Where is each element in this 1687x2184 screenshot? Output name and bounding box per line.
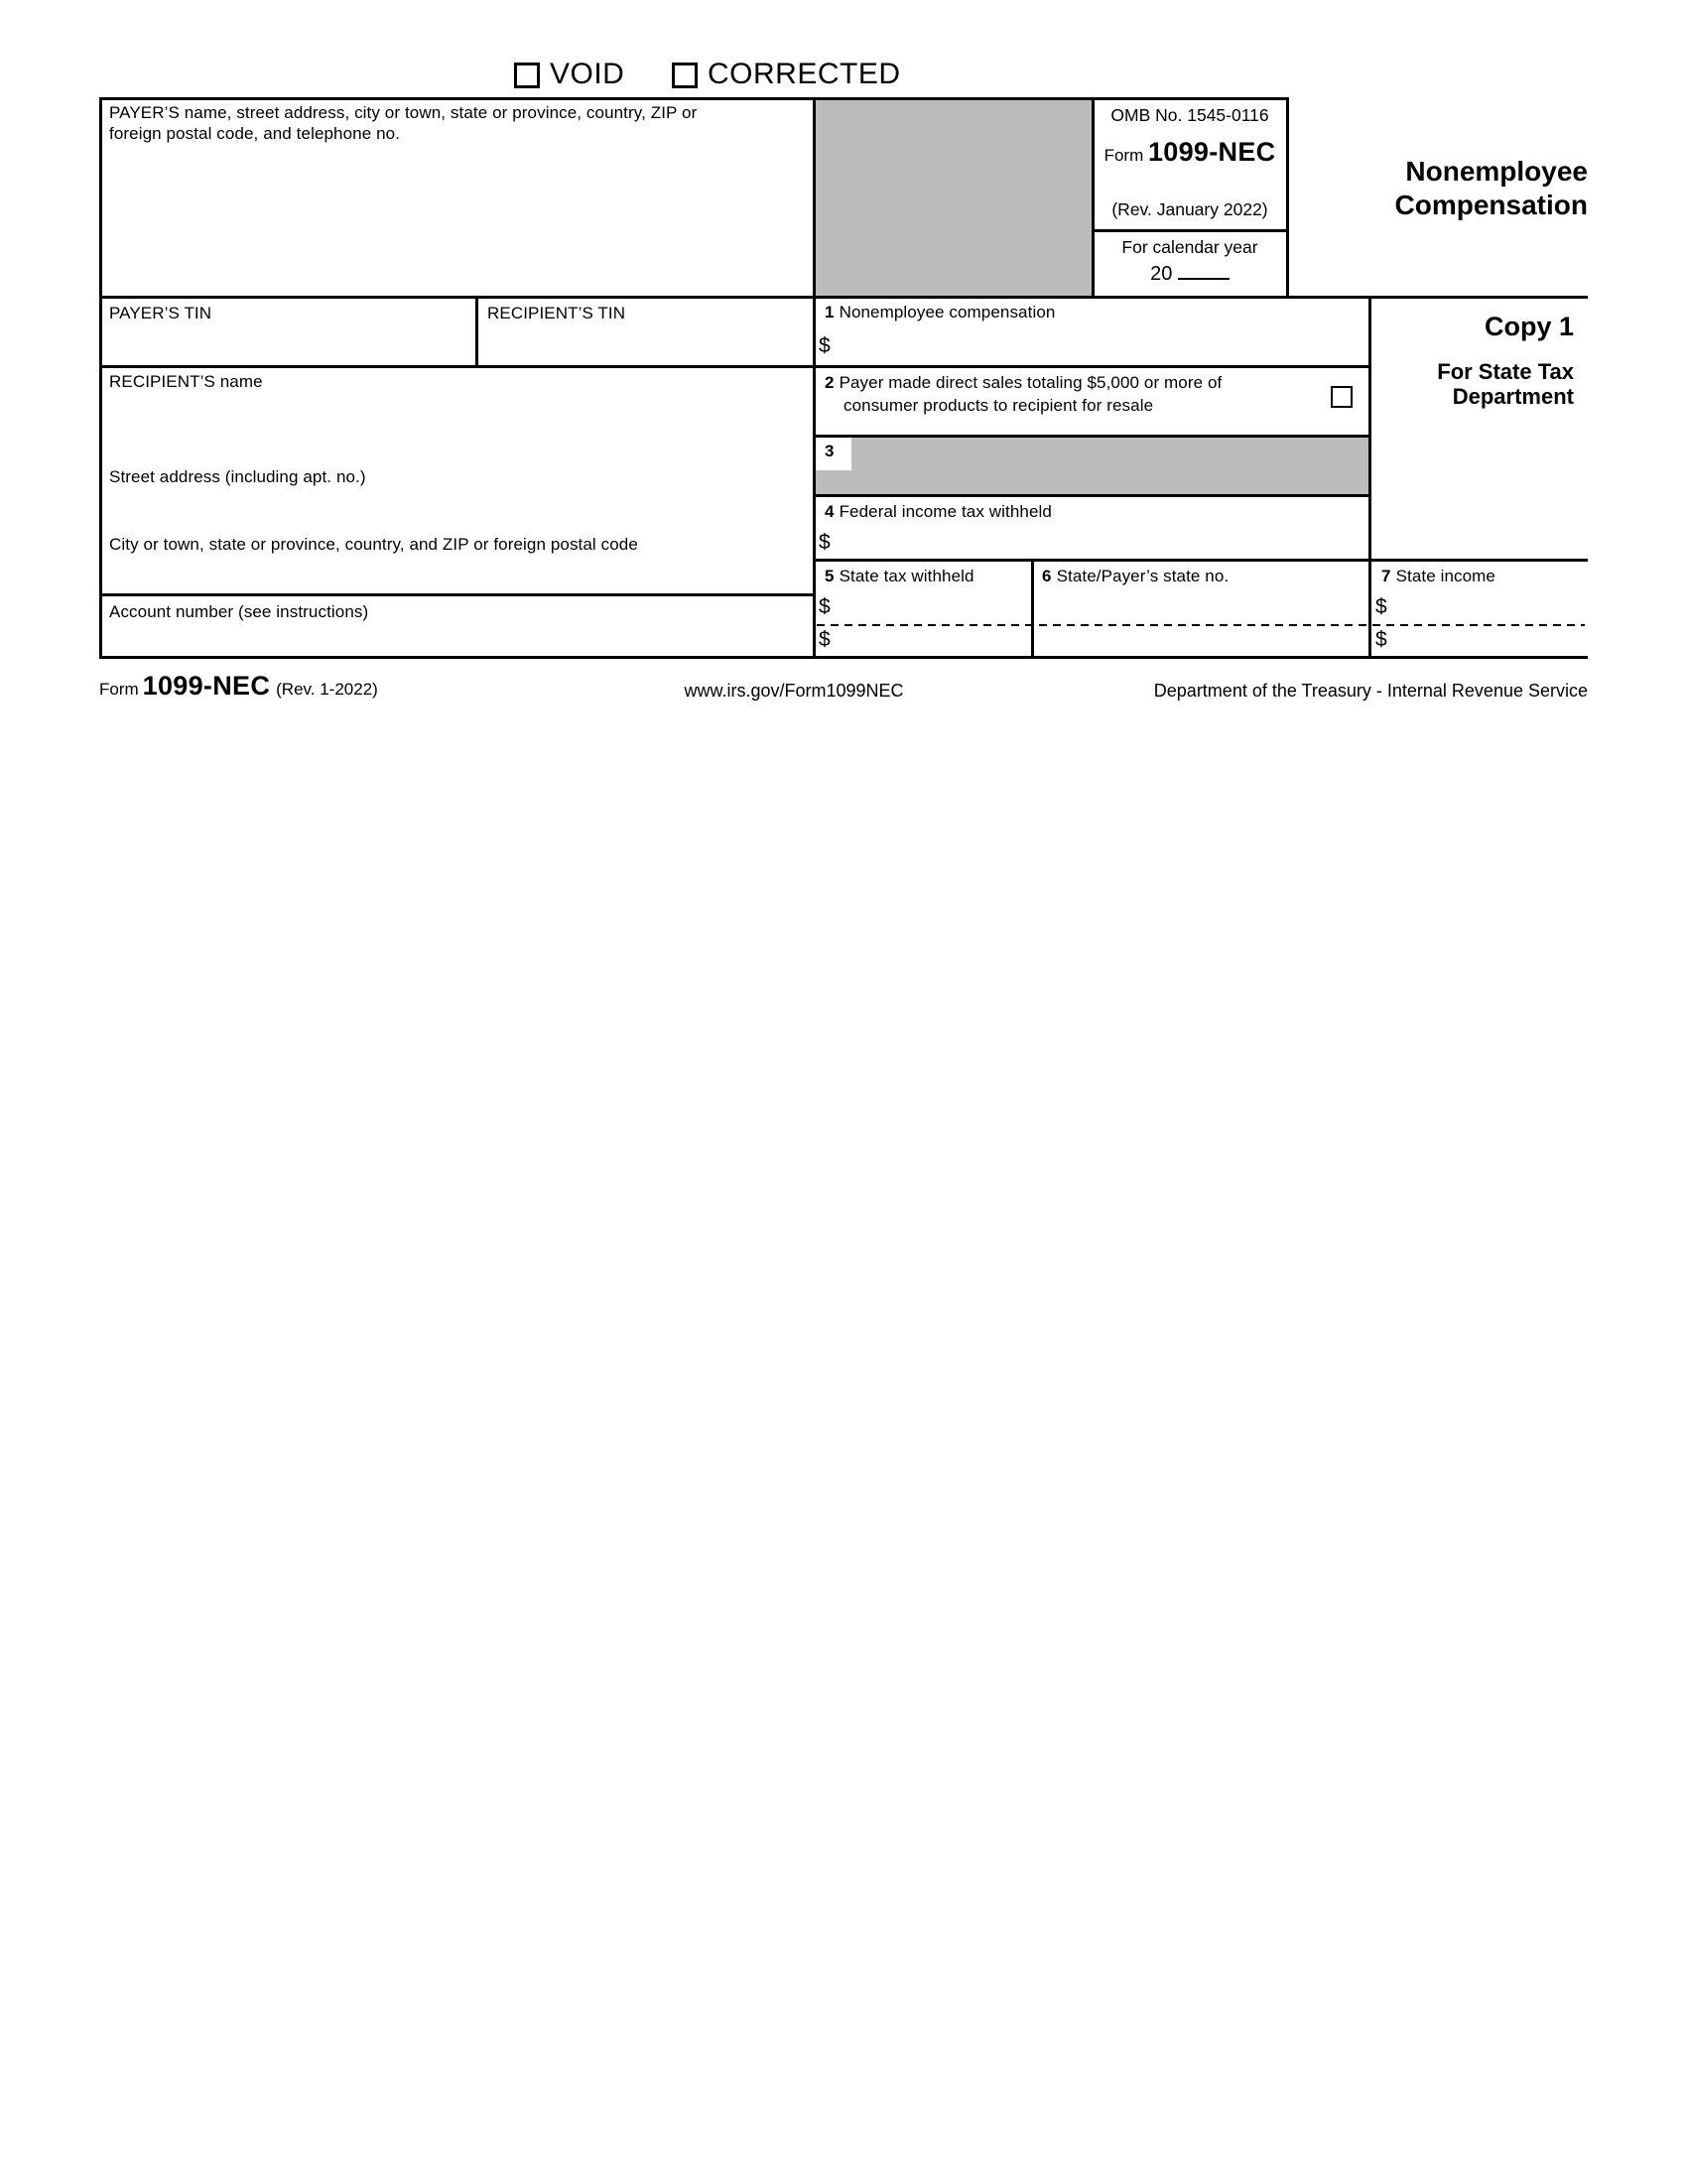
recipient-name-label: RECIPIENT’S name	[109, 372, 263, 391]
year-input-area[interactable]	[1178, 260, 1230, 280]
form-number: 1099-NEC	[1147, 137, 1276, 167]
left-middle-divider-line	[813, 97, 816, 659]
form-title	[1250, 155, 1588, 222]
box4-dollar-sign: $	[819, 531, 831, 554]
form-title-line1: Nonemployee	[1405, 156, 1588, 187]
calendar-year-row	[1093, 260, 1287, 286]
payer-tin-label: PAYER’S TIN	[109, 304, 212, 322]
box7-amount1-input-area[interactable]	[1401, 595, 1585, 621]
box4-bottom-line	[814, 559, 1588, 562]
footer-department: Department of the Treasury - Internal Revenue Service	[1153, 681, 1588, 701]
box5-amount2-input-area[interactable]	[844, 628, 1027, 652]
box6-label-text: State/Payer’s state no.	[1056, 567, 1230, 585]
box2-label-line2: consumer products to recipient for resale	[844, 396, 1154, 415]
footer-revision: (Rev. 1-2022)	[276, 680, 378, 699]
box1-label	[825, 302, 1055, 322]
box7-number: 7	[1381, 567, 1391, 585]
footer-form-id	[99, 671, 378, 702]
box3-bottom-line	[814, 494, 1369, 497]
box1-label-text: Nonemployee compensation	[839, 303, 1056, 321]
copy-for-line2: Department	[1452, 384, 1574, 409]
box2-bottom-line	[814, 435, 1369, 438]
payer-tin-input-area[interactable]	[105, 325, 467, 361]
omb-number: OMB No. 1545-0116	[1110, 105, 1269, 125]
footer-irs-url[interactable]: www.irs.gov/Form1099NEC	[684, 681, 904, 701]
box4-amount-input-area[interactable]	[844, 530, 1360, 556]
form-revision: (Rev. January 2022)	[1111, 199, 1268, 219]
box3-shaded-area	[816, 438, 1368, 494]
recipient-tin-label: RECIPIENT’S TIN	[487, 304, 626, 322]
account-number-input-area[interactable]	[105, 623, 800, 653]
form-top-border	[99, 97, 1289, 100]
box1-amount-input-area[interactable]	[844, 333, 1360, 361]
recipient-name-input-area[interactable]	[105, 393, 800, 462]
form-left-border	[99, 97, 102, 659]
payer-box-bottom-line	[99, 296, 1588, 299]
corrected-label: CORRECTED	[708, 58, 901, 90]
void-label: VOID	[550, 58, 625, 90]
street-address-label: Street address (including apt. no.)	[109, 467, 366, 486]
box3-number-text: 3	[825, 442, 835, 460]
box6-state-no1-input-area[interactable]	[1037, 590, 1364, 620]
box2-direct-sales-checkbox[interactable]	[1331, 386, 1353, 408]
city-state-zip-label: City or town, state or province, country, and ZIP or foreign postal code	[109, 535, 638, 554]
calendar-year-label: For calendar year	[1121, 237, 1258, 257]
box5-dollar-sign-2: $	[819, 628, 831, 651]
tin-row-bottom-line	[99, 365, 1369, 368]
box2-label-line1	[825, 372, 1222, 393]
form-title-line2: Compensation	[1394, 190, 1588, 220]
void-checkbox[interactable]	[514, 63, 540, 88]
box4-label-text: Federal income tax withheld	[839, 502, 1052, 521]
box2-number: 2	[825, 373, 835, 392]
shaded-header-box	[816, 100, 1092, 296]
recipient-tin-input-area[interactable]	[481, 325, 804, 361]
box5-label	[825, 566, 974, 586]
box5-number: 5	[825, 567, 835, 585]
box5-dollar-sign-1: $	[819, 595, 831, 618]
street-address-input-area[interactable]	[105, 488, 800, 530]
corrected-checkbox[interactable]	[672, 63, 698, 88]
payer-info-input-area[interactable]	[105, 149, 800, 288]
box4-label	[825, 501, 1052, 522]
form-word: Form	[1103, 146, 1144, 165]
box3-number	[825, 441, 840, 461]
box1-number: 1	[825, 303, 835, 321]
box7-amount2-input-area[interactable]	[1401, 628, 1585, 652]
form-bottom-border	[99, 656, 1588, 659]
account-box-top-line	[99, 593, 814, 596]
tin-divider-line	[475, 296, 478, 368]
account-number-label: Account number (see instructions)	[109, 602, 369, 621]
box7-dollar-sign-1: $	[1375, 595, 1387, 618]
box7-label	[1381, 566, 1495, 586]
box5-label-text: State tax withheld	[839, 567, 974, 585]
box6-number: 6	[1042, 567, 1052, 585]
footer-form-word: Form	[99, 680, 139, 699]
box6-label	[1042, 566, 1229, 586]
box1-dollar-sign: $	[819, 334, 831, 357]
box4-number: 4	[825, 502, 835, 521]
payer-info-label: PAYER’S name, street address, city or town, state or province, country, ZIP or foreign postal code, and telephone no.	[109, 103, 698, 143]
box6-state-no2-input-area[interactable]	[1037, 628, 1364, 652]
box5-amount1-input-area[interactable]	[844, 595, 1027, 621]
copy-label: Copy 1	[1484, 312, 1574, 341]
copy-for-line1: For State Tax	[1437, 359, 1574, 384]
state-amounts-dashed-line	[817, 624, 1585, 626]
box7-dollar-sign-2: $	[1375, 628, 1387, 651]
year-prefix: 20	[1150, 263, 1173, 285]
box7-label-text: State income	[1395, 567, 1495, 585]
middle-right-divider-line	[1368, 296, 1371, 659]
city-state-zip-input-area[interactable]	[105, 556, 800, 591]
box2-label-text1: Payer made direct sales totaling $5,000 or more of	[839, 373, 1223, 392]
box5-box6-divider-line	[1031, 559, 1034, 659]
copy-recipient-label	[1381, 359, 1574, 409]
omb-divider-line	[1093, 229, 1288, 232]
footer-form-number: 1099-NEC	[142, 671, 271, 701]
